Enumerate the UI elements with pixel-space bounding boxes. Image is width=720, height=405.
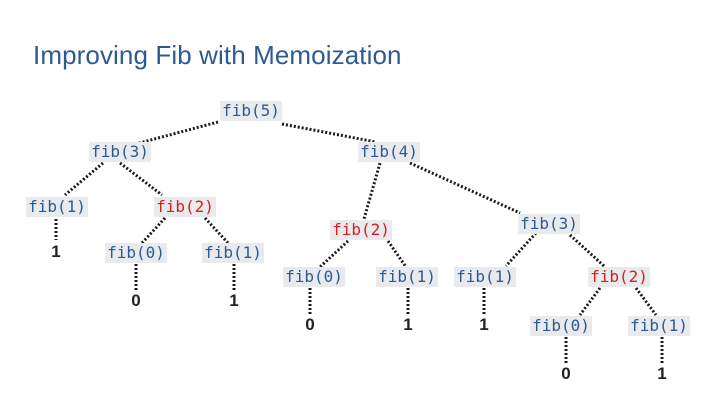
value-fib1-d: 1 <box>479 315 489 334</box>
value-fib1-e: 1 <box>657 364 667 383</box>
edge-fib2a-fib0 <box>142 218 165 243</box>
node-fib0-a: fib(0) <box>107 243 165 262</box>
value-fib1-c: 1 <box>403 315 413 334</box>
value-fib0-a: 0 <box>131 291 141 310</box>
value-fib0-c: 0 <box>561 364 571 383</box>
node-fib1-c: fib(1) <box>378 267 436 286</box>
node-fib1-a: fib(1) <box>28 197 86 216</box>
node-fib4: fib(4) <box>360 142 418 161</box>
edge-fib3b-fib1 <box>506 233 536 266</box>
value-fib1-b: 1 <box>229 291 239 310</box>
node-fib0-b: fib(0) <box>285 267 343 286</box>
edge-fib3-fib1 <box>65 163 103 195</box>
edge-fib4-fib3 <box>410 163 520 213</box>
node-fib2-memoized-c: fib(2) <box>590 267 648 286</box>
edge-fib2b-fib0 <box>320 241 348 267</box>
edge-fib3b-fib2 <box>570 235 604 266</box>
value-fib0-b: 0 <box>305 315 315 334</box>
node-fib3-left: fib(3) <box>91 142 149 161</box>
value-fib1-a: 1 <box>51 242 61 261</box>
node-fib0-c: fib(0) <box>532 316 590 335</box>
edge-fib2b-fib1 <box>388 241 406 267</box>
edge-fib3-fib2 <box>120 163 162 195</box>
edge-fib2c-fib0 <box>580 288 600 315</box>
node-fib2-memoized-a: fib(2) <box>156 197 214 216</box>
edge-fib2c-fib1 <box>636 288 656 315</box>
node-fib3-right: fib(3) <box>520 214 578 233</box>
edge-fib4-fib2 <box>364 163 380 219</box>
node-fib1-e: fib(1) <box>630 316 688 335</box>
edge-fib5-fib4 <box>282 124 376 142</box>
node-fib5: fib(5) <box>222 101 280 120</box>
slide-title: Improving Fib with Memoization <box>33 40 402 70</box>
node-fib1-d: fib(1) <box>456 267 514 286</box>
node-fib1-b: fib(1) <box>204 243 262 262</box>
edge-fib2a-fib1 <box>205 218 228 243</box>
node-fib2-memoized-b: fib(2) <box>332 220 390 239</box>
